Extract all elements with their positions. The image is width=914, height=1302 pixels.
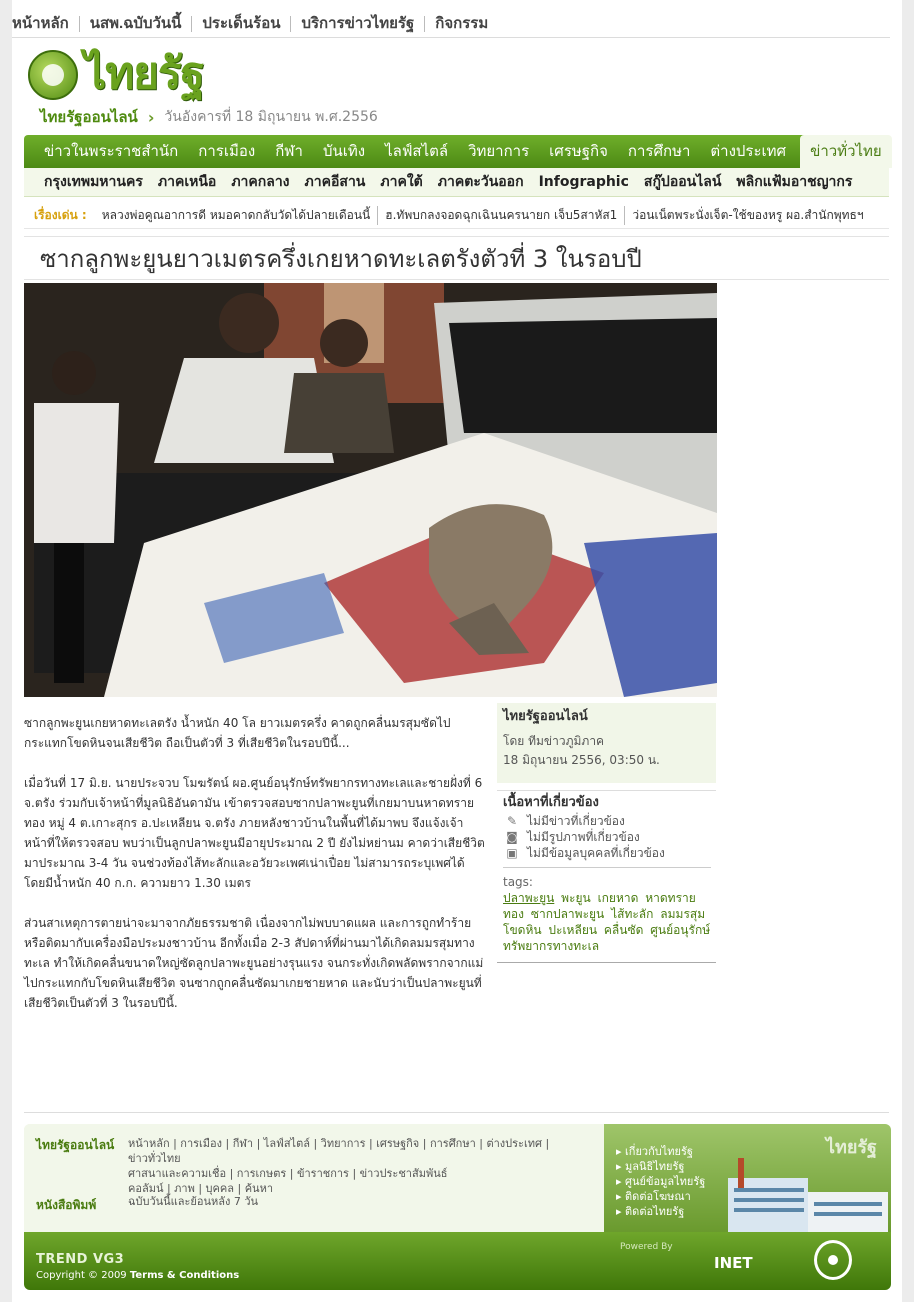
subnav-item-crime-files[interactable]: พลิกแฟ้มอาชญากร (736, 174, 853, 190)
footer-link[interactable]: คอลัมน์ | ภาพ | บุคคล | ค้นหา (128, 1182, 273, 1195)
related-people (497, 845, 716, 861)
subnav-item-central[interactable]: ภาคกลาง (231, 174, 290, 190)
eye-emblem-icon (814, 1240, 852, 1280)
logo-emblem-icon (28, 50, 78, 100)
tag-link[interactable]: ลมมรสุม (660, 907, 706, 921)
footer-promo (604, 1124, 891, 1232)
camera-icon: ◙ (506, 830, 518, 844)
related-photos (497, 829, 716, 845)
topnav-item-news-services[interactable]: บริการข่าวไทยรัฐ (291, 16, 425, 32)
site-footer (24, 1124, 891, 1290)
subnav-item-east[interactable]: ภาคตะวันออก (437, 174, 524, 190)
chevron-right-icon: › (147, 107, 155, 127)
source-title: ไทยรัฐออนไลน์ (503, 709, 588, 724)
tags-list (503, 890, 716, 954)
mainnav-item-science[interactable]: วิทยาการ (468, 142, 530, 160)
subnav-item-north[interactable]: ภาคเหนือ (157, 174, 217, 190)
article-paragraph: เมื่อวันที่ 17 มิ.ย. นายประจวบ โมฆรัตน์ ผอ.ศูนย์อนุรักษ์ทรัพยากรทางทะเลและชายฝั่งที่ 6 จ.ตรัง ร่วมกับเจ้าหน้าที่มูลนิธิอันดามัน เข้าตรวจสอบซากปลาพะยูนที่เกยมาบนหาดทรายทอง หมู่ 4 ต.เกาะสุกร อ.ปะเหลียน จ.ตรัง ภายหลังชาวบ้านในพื้นที่ได้มาพบ จึงแจ้งเจ้าหน้าที่ให้ตรวจสอบ พบว่าเป็นลูกปลาพะยูนมีอายุประมาณ 2 ปี ยังไม่หย่านม คาดว่าเสียชีวิตมาประมาณ 3-4 วัน จนช่วงท้องไส้ทะลักและอวัยวะเพศเน่าเปื่อย ไม่สามารถระบุเพศได้ โดยมีน้ำหนัก 40 ก.ก. ความยาว 1.30 เมตร (24, 776, 485, 890)
tag-link[interactable]: พะยูน (561, 891, 591, 905)
mainnav-item-politics[interactable]: การเมือง (198, 142, 256, 160)
article-body (24, 713, 486, 1033)
article-photo (24, 283, 717, 697)
site-logo[interactable] (28, 46, 218, 102)
subnav-item-infographic[interactable]: Infographic (538, 174, 629, 190)
top-navigation (12, 10, 890, 38)
mainnav-item-regional[interactable]: ข่าวทั่วไทย (800, 135, 892, 168)
tag-link[interactable]: ศูนย์อนุรักษ์ทรัพยากรทางทะเล (503, 923, 711, 953)
brand-row (40, 107, 378, 127)
related-people-label: ไม่มีข้อมูลบุคคลที่เกี่ยวข้อง (527, 846, 665, 860)
footer-promo-link[interactable]: ▸ มูลนิธิไทยรัฐ (616, 1159, 705, 1174)
dugong-photo-illustration (24, 283, 717, 697)
tags-section (497, 868, 716, 963)
footer-promo-link[interactable]: ▸ ติดต่อโฆษณา (616, 1189, 705, 1204)
mainnav-item-education[interactable]: การศึกษา (627, 142, 691, 160)
person-icon: ▣ (506, 846, 518, 860)
footer-divider (24, 1112, 889, 1113)
footer-print-links (128, 1194, 568, 1209)
article-author: โดย ทีมข่าวภูมิภาค (503, 734, 605, 748)
trend-vg3-logo: TREND VG3 (36, 1252, 125, 1267)
tag-link[interactable]: โขดหิน (503, 923, 542, 937)
brand-name[interactable]: ไทยรัฐออนไลน์ (40, 108, 138, 126)
highlight-ticker (24, 203, 889, 229)
mainnav-item-lifestyle[interactable]: ไลฟ์สไตล์ (385, 142, 449, 160)
mainnav-item-foreign[interactable]: ต่างประเทศ (710, 142, 787, 160)
related-news (497, 813, 716, 829)
copyright-text: Copyright © 2009 (36, 1270, 127, 1281)
main-navigation (24, 135, 889, 168)
mainnav-item-entertainment[interactable]: บันเทิง (322, 142, 366, 160)
footer-promo-link[interactable]: ▸ ติดต่อไทยรัฐ (616, 1204, 705, 1219)
footer-link[interactable]: ศาสนาและความเชื่อ | การเกษตร | ข้าราชการ | ข่าวประชาสัมพันธ์ (128, 1167, 448, 1180)
footer-online-label: ไทยรัฐออนไลน์ (36, 1138, 115, 1152)
subnav-item-bangkok[interactable]: กรุงเทพมหานคร (44, 174, 143, 190)
sub-navigation (24, 168, 889, 197)
topnav-item-home[interactable]: หน้าหลัก (12, 16, 80, 32)
article-info-box (497, 703, 716, 783)
mainnav-item-economy[interactable]: เศรษฐกิจ (549, 142, 608, 160)
article-headline: ซากลูกพะยูนยาวเมตรครึ่งเกยหาดทะเลตรังตัวที่ 3 ในรอบปี (24, 236, 889, 280)
related-photos-label: ไม่มีรูปภาพที่เกี่ยวข้อง (527, 830, 640, 844)
tag-link[interactable]: ไส้ทะลัก (611, 907, 654, 921)
footer-link[interactable]: ฉบับวันนี้และย้อนหลัง 7 วัน (128, 1195, 259, 1208)
tag-link[interactable]: ซากปลาพะยูน (530, 907, 605, 921)
ticker-item[interactable]: ฮ.ทัพบกลงจอดฉุกเฉินนครนายก เจ็บ5สาหัส1 (378, 206, 625, 225)
footer-bottom-bar (24, 1232, 891, 1290)
tag-link[interactable]: หาดทรายทอง (503, 891, 696, 921)
tag-link[interactable]: คลื่นซัด (603, 923, 644, 937)
ticker-label: เรื่องเด่น : (34, 208, 87, 222)
powered-by-label: Powered By (620, 1242, 673, 1252)
footer-logo: ไทยรัฐ (825, 1137, 877, 1158)
subnav-item-scoop[interactable]: สกู๊ปออนไลน์ (643, 174, 722, 190)
building-illustration (708, 1148, 888, 1232)
footer-online-links (128, 1136, 568, 1196)
footer-promo-link[interactable]: ▸ เกี่ยวกับไทยรัฐ (616, 1144, 705, 1159)
related-title: เนื้อหาที่เกี่ยวข้อง (503, 795, 599, 810)
subnav-item-northeast[interactable]: ภาคอีสาน (304, 174, 366, 190)
tag-link[interactable]: ปะเหลียน (548, 923, 598, 937)
related-news-label: ไม่มีข่าวที่เกี่ยวข้อง (527, 814, 625, 828)
footer-promo-link[interactable]: ▸ ศูนย์ข้อมูลไทยรัฐ (616, 1174, 705, 1189)
topnav-item-activities[interactable]: กิจกรรม (435, 14, 489, 32)
topnav-item-hot-issues[interactable]: ประเด็นร้อน (192, 16, 291, 32)
footer-promo-links (616, 1144, 705, 1219)
inet-logo: INET (714, 1254, 753, 1272)
copyright (36, 1270, 239, 1281)
mainnav-item-royal[interactable]: ข่าวในพระราชสำนัก (44, 142, 179, 160)
tag-link[interactable]: เกยหาด (597, 891, 639, 905)
article-lead: ซากลูกพะยูนเกยหาดทะเลตรัง น้ำหนัก 40 โล ยาวเมตรครึ่ง คาดถูกคลื่นมรสุมซัดไปกระแทกโขดหินจนเสียชีวิต ถือเป็นตัวที่ 3 ที่เสียชีวิตในรอบปีนี้... (24, 716, 451, 750)
subnav-item-south[interactable]: ภาคใต้ (380, 174, 423, 190)
logo-text: ไทยรัฐ (84, 48, 204, 99)
footer-print-label: หนังสือพิมพ์ (36, 1198, 97, 1212)
article-timestamp: 18 มิถุนายน 2556, 03:50 น. (503, 753, 660, 767)
tags-label: tags: (503, 875, 533, 889)
terms-link[interactable]: Terms & Conditions (129, 1270, 240, 1281)
ticker-item[interactable]: หลวงพ่อคูณอาการดี หมอคาดกลับวัดได้ปลายเดือนนี้ (95, 206, 379, 225)
mainnav-item-sports[interactable]: กีฬา (275, 142, 303, 160)
footer-links (24, 1124, 604, 1232)
article-paragraph: ส่วนสาเหตุการตายน่าจะมาจากภัยธรรมชาติ เนื่องจากไม่พบบาดแผล และการถูกทำร้ายหรือติดมากับเครื่องมือประมงชาวบ้าน อีกทั้งเมื่อ 2-3 สัปดาห์ที่ผ่านมาได้เกิดลมมรสุมทางทะเล ทำให้เกิดคลื่นขนาดใหญ่ซัดลูกปลาพะยูนอย่างรุนแรง จนกระทั่งเกิดพลัดพรากจากแม่ไปกระแทกกับโขดหินเสียชีวิต จนซากถูกคลื่นซัดมาเกยชายหาด และนับว่าเป็นปลาพะยูนที่เสียชีวิตเป็นตัวที่ 3 ในรอบปีนี้. (24, 916, 484, 1010)
topnav-item-newspaper[interactable]: นสพ.ฉบับวันนี้ (80, 16, 193, 32)
related-content (497, 790, 716, 963)
current-date: วันอังคารที่ 18 มิถุนายน พ.ศ.2556 (164, 109, 378, 125)
footer-link[interactable]: หน้าหลัก | การเมือง | กีฬา | ไลฟ์สไตล์ | วิทยาการ | เศรษฐกิจ | การศึกษา | ต่างประเทศ | ข่าวทั่วไทย (128, 1137, 550, 1165)
tag-link[interactable]: ปลาพะยูน (503, 891, 555, 905)
ticker-item[interactable]: ว่อนเน็ตพระนั่งเจ็ต-ใช้ของหรู ผอ.สำนักพุทธฯ (632, 208, 864, 222)
news-icon: ✎ (506, 814, 518, 828)
